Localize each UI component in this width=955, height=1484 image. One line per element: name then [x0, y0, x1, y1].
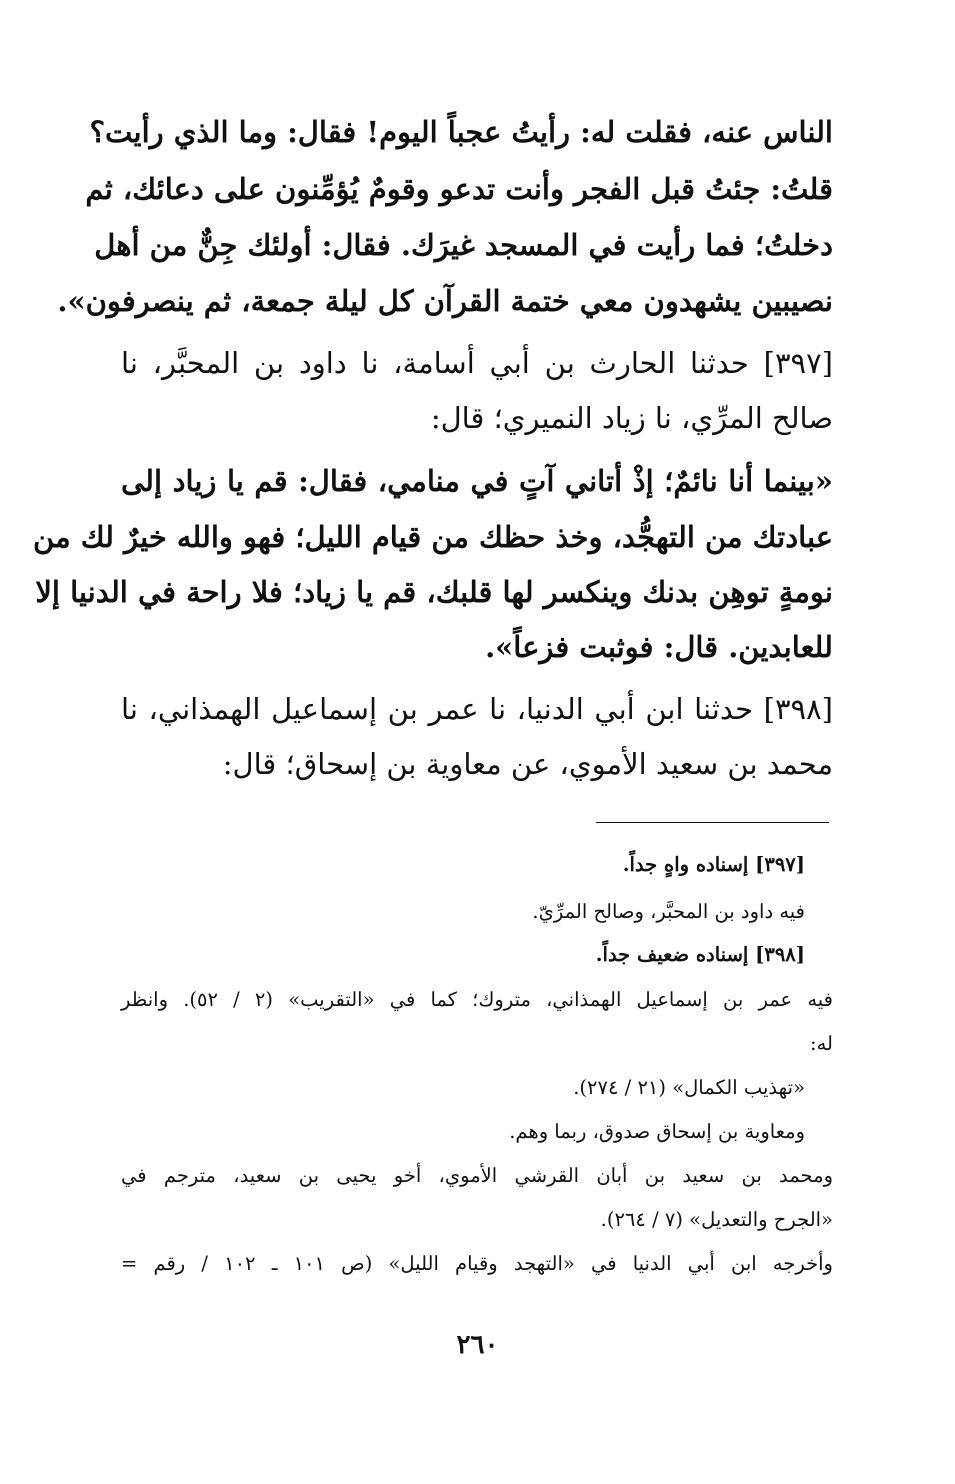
page-number: ٢٦٠	[456, 1330, 499, 1360]
footnote-line-2: فيه داود بن المحبَّر، وصالح المرِّيّ.	[532, 900, 805, 923]
main-line-11: [٣٩٨] حدثنا ابن أبي الدنيا، نا عمر بن إسماعيل الهمذاني، نا	[121, 692, 833, 726]
main-line-10: للعابدين. قال: فوثبت فزعاً».	[485, 630, 833, 664]
main-line-9: نومةٍ توهِن بدنك وينكسر لها قلبك، قم يا زياد؛ فلا راحة في الدنيا إلا	[35, 575, 833, 609]
footnote-line-3: [٣٩٨] إسناده ضعيف جداً.	[595, 943, 805, 966]
main-line-3: دخلتُ؛ فما رأيت في المسجد غيرَك. فقال: أولئك جِنٌّ من أهل	[94, 228, 833, 262]
main-line-1: الناس عنه، فقلت له: رأيتُ عجباً اليوم! فقال: وما الذي رأيت؟	[89, 115, 833, 149]
footnote-line-8: ومحمد بن سعيد بن أبان القرشي الأموي، أخو يحيى بن سعيد، مترجم في	[121, 1164, 833, 1187]
footnote-line-10: وأخرجه ابن أبي الدنيا في «التهجد وقيام الليل» (ص ١٠١ ـ ١٠٢ / رقم =	[121, 1252, 833, 1275]
main-line-4: نصيبين يشهدون معي ختمة القرآن كل ليلة جمعة، ثم ينصرفون».	[57, 284, 833, 318]
footnote-line-6: «تهذيب الكمال» (٢١ / ٢٧٤).	[573, 1076, 805, 1099]
footnote-line-7: ومعاوية بن إسحاق صدوق، ربما وهم.	[509, 1120, 805, 1143]
main-line-8: عبادتك من التهجُّد، وخذ حظك من قيام الليل؛ فهو والله خيرٌ لك من	[33, 520, 833, 554]
footnote-separator	[596, 822, 829, 823]
main-line-2: قلتُ: جئتُ قبل الفجر وأنت تدعو وقومٌ يُؤمِّنون على دعائك، ثم	[85, 172, 833, 206]
main-line-6: صالح المرِّي، نا زياد النميري؛ قال:	[430, 401, 833, 435]
footnote-line-9: «الجرح والتعديل» (٧ / ٢٦٤).	[600, 1208, 833, 1231]
main-line-12: محمد بن سعيد الأموي، عن معاوية بن إسحاق؛ قال:	[222, 747, 833, 781]
footnote-line-5: له:	[810, 1032, 833, 1055]
footnote-line-4: فيه عمر بن إسماعيل الهمذاني، متروك؛ كما في «التقريب» (٢ / ٥٢). وانظر	[121, 988, 833, 1011]
main-line-5: [٣٩٧] حدثنا الحارث بن أبي أسامة، نا داود بن المحبَّر، نا	[121, 346, 833, 380]
main-line-7: «بينما أنا نائمٌ؛ إذْ أتاني آتٍ في منامي، فقال: قم يا زياد إلى	[121, 464, 833, 498]
footnote-line-1: [٣٩٧] إسناده واهٍ جداً.	[622, 853, 805, 876]
